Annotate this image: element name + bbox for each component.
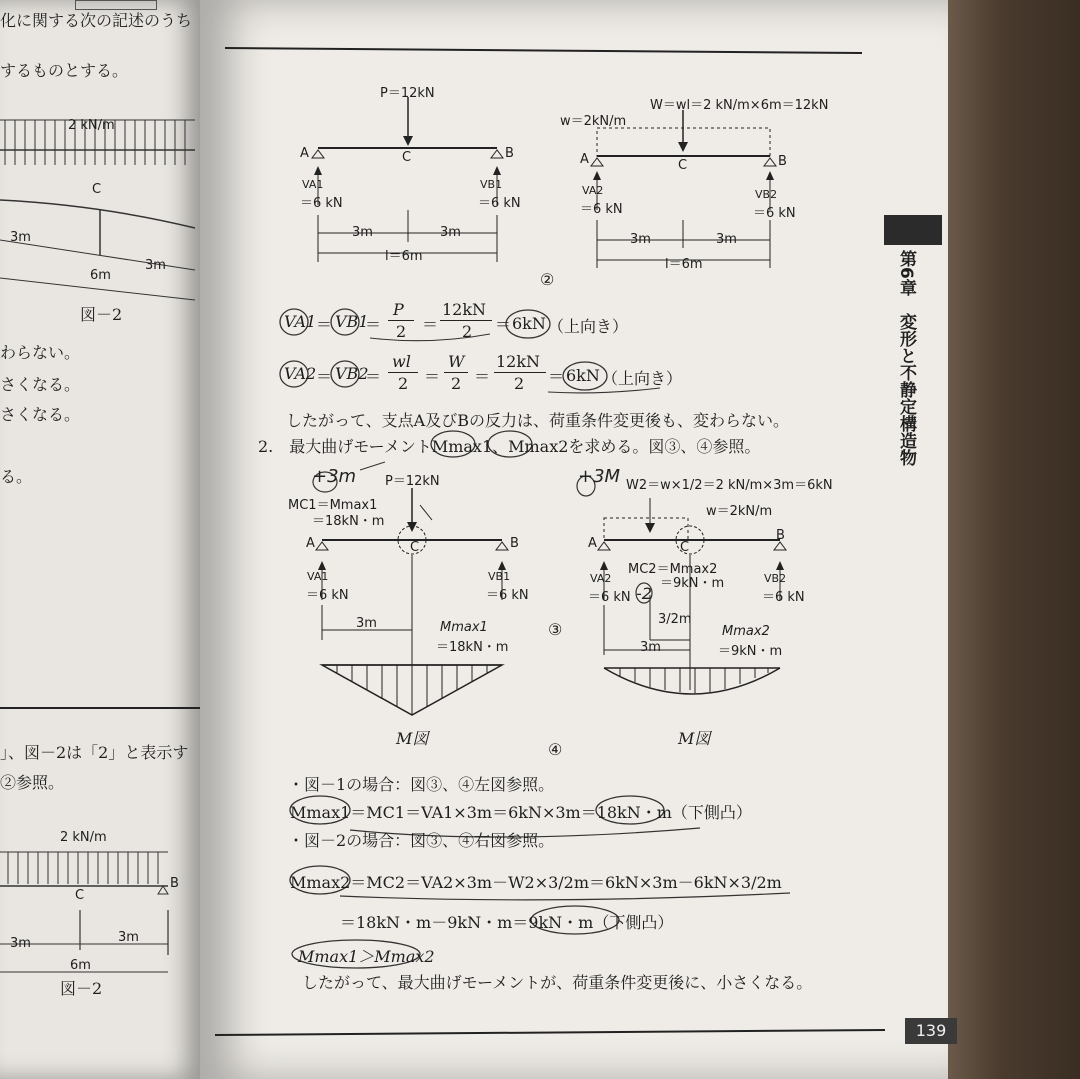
- fig3-right-frac: 3/2m: [658, 612, 692, 627]
- eq2-f3-num: 12kN: [496, 352, 541, 371]
- eq1-f2-bar: [440, 320, 492, 321]
- fig1-right-va: VA2: [582, 184, 604, 197]
- fig3-right-mc2-val: ＝9kN・m: [660, 576, 725, 591]
- left-dim2-6m: 6m: [70, 958, 91, 973]
- fig3-left-mc1-val: ＝18kN・m: [312, 514, 385, 529]
- compare-statement: Mmax1＞Mmax2: [298, 947, 435, 966]
- fig3-number: ③: [548, 620, 563, 639]
- fig1-left-va: VA1: [302, 178, 324, 191]
- fig3-left-vb-val: ＝6 kN: [486, 588, 529, 603]
- eq2-f2-bar: [444, 372, 468, 373]
- left-figure-caption: 図－2: [80, 305, 123, 324]
- fig3-right-mmax-val: ＝9kN・m: [718, 644, 783, 659]
- fig3-left-mmax-val: ＝18kN・m: [436, 640, 509, 655]
- eq1-equals-2: ＝: [365, 315, 382, 334]
- fig3-right-dim: 3m: [640, 640, 661, 655]
- fig1-left-d2: 3m: [440, 225, 461, 240]
- fig1-right-vb: VB2: [755, 188, 778, 201]
- eq1-f2-num: 12kN: [442, 300, 487, 319]
- eq1-equals-4: ＝: [495, 315, 512, 334]
- eq1-f1-num: P: [393, 300, 404, 319]
- eq2-f1-den: 2: [398, 374, 409, 393]
- left-option-2: さくなる。: [0, 375, 81, 394]
- fig3-left-b: B: [510, 536, 519, 551]
- fig1-left-a: A: [300, 146, 309, 161]
- left-dim-3m-a: 3m: [10, 230, 31, 245]
- fig3-right-b: B: [776, 528, 785, 543]
- left-option-1: わらない。: [0, 343, 81, 362]
- left-dim2-3m-a: 3m: [10, 936, 31, 951]
- left-point-c-2: C: [75, 888, 85, 903]
- fig3-right-a: A: [588, 536, 597, 551]
- fig3-left-dim: 3m: [356, 616, 377, 631]
- fig3-right-mmax: Mmax2: [722, 624, 770, 639]
- fig1-left-b: B: [505, 146, 514, 161]
- fig3-left-vb: VB1: [488, 570, 511, 583]
- left-load-label: 2 kN/m: [68, 118, 115, 133]
- fig1-right-va-val: ＝6 kN: [580, 202, 623, 217]
- fig3-right-w: w＝2kN/m: [706, 504, 773, 519]
- fig3-left-mc1: MC1＝Mmax1: [288, 498, 378, 513]
- eq2-f3-den: 2: [514, 374, 525, 393]
- eq2-f3-bar: [494, 372, 546, 373]
- eq1-lhs1: VA1: [284, 312, 317, 331]
- eq1-lhs2: VB1: [335, 312, 369, 331]
- fig3-right-vb-val: ＝6 kN: [762, 590, 805, 605]
- fig3-left-mmax: Mmax1: [440, 620, 488, 635]
- fig3-right-va: VA2: [590, 572, 612, 585]
- case-1-heading: ・図－1の場合：図③、④左図参照。: [288, 775, 555, 794]
- fig1-left-d1: 3m: [352, 225, 373, 240]
- fig3-left-a: A: [306, 536, 315, 551]
- fig4-number: ④: [548, 740, 563, 759]
- left-top-line-1: 化に関する次の記述のうち: [0, 11, 193, 30]
- eq2-lhs2: VB2: [335, 364, 369, 383]
- case-2-heading: ・図－2の場合：図③、④右図参照。: [288, 831, 555, 850]
- fig1-left-vb-val: ＝6 kN: [478, 196, 521, 211]
- eq1-f2-den: 2: [462, 322, 473, 341]
- fig1-left-c: C: [402, 150, 412, 165]
- left-dim2-3m-b: 3m: [118, 930, 139, 945]
- fig4-left-caption: M図: [396, 729, 429, 748]
- fig3-right-c: C: [680, 540, 690, 555]
- fig3-right-w2: W2＝w×1/2＝2 kN/m×3m＝6kN: [626, 478, 833, 493]
- fig1-left-span: l＝6m: [385, 249, 423, 264]
- left-dim-3m-b: 3m: [145, 258, 166, 273]
- eq1-equals-3: ＝: [422, 315, 439, 334]
- chapter-title: 第6章 変形と不静定構造物: [896, 250, 916, 466]
- fig3-right-mc2: MC2＝Mmax2: [628, 562, 718, 577]
- fig3-left-load: P＝12kN: [385, 474, 440, 489]
- left-figure-caption-2: 図－2: [60, 979, 103, 998]
- fig1-left-va-val: ＝6 kN: [300, 196, 343, 211]
- fig3-right-handwriting-2: -2: [636, 584, 652, 603]
- left-load-label-2: 2 kN/m: [60, 830, 107, 845]
- conclusion-2: したがって、最大曲げモーメントが、荷重条件変更後に、小さくなる。: [302, 973, 813, 992]
- case-2-equation: Mmax2＝MC2＝VA2×3m－W2×3/2m＝6kN×3m－6kN×3/2m: [290, 873, 782, 892]
- left-point-c: C: [92, 182, 102, 197]
- fig3-left-va-val: ＝6 kN: [306, 588, 349, 603]
- left-support-b-2: B: [170, 876, 179, 891]
- fig1-left-load: P＝12kN: [380, 86, 435, 101]
- eq2-f2-num: W: [448, 352, 465, 371]
- fig1-right-span: l＝6m: [665, 257, 703, 272]
- case-2-equation-2: ＝18kN・m－9kN・m＝9kN・m（下側凸）: [340, 913, 674, 932]
- eq2-f1-num: wl: [392, 352, 411, 371]
- eq1-note: （上向き）: [548, 317, 629, 336]
- fig1-right-total: W＝wl＝2 kN/m×6m＝12kN: [650, 98, 829, 113]
- eq2-note: （上向き）: [602, 369, 683, 388]
- fig3-left-va: VA1: [307, 570, 329, 583]
- fig4-right-caption: M図: [678, 729, 711, 748]
- left-bottom-line-2: ②参照。: [0, 773, 65, 792]
- fig3-right-va-val: ＝6 kN: [588, 590, 631, 605]
- eq2-equals-2: ＝: [365, 367, 382, 386]
- left-bottom-line-1: 」、図－2は「2」と表示す: [0, 743, 189, 762]
- left-option-4: る。: [0, 467, 33, 486]
- eq2-lhs1: VA2: [284, 364, 317, 383]
- eq1-f1-den: 2: [396, 322, 407, 341]
- eq2-equals-4: ＝: [474, 367, 491, 386]
- fig1-number: ②: [540, 270, 555, 289]
- chapter-tab: [884, 215, 942, 245]
- eq2-f2-den: 2: [451, 374, 462, 393]
- fig1-right-d2: 3m: [716, 232, 737, 247]
- conclusion-1: したがって、支点A及びBの反力は、荷重条件変更後も、変わらない。: [286, 411, 789, 430]
- fig1-right-c: C: [678, 158, 688, 173]
- eq2-equals-1: ＝: [316, 367, 333, 386]
- fig3-left-c: C: [410, 540, 420, 555]
- left-top-line-2: するものとする。: [0, 61, 129, 80]
- fig3-left-handwriting: +3m: [312, 466, 357, 487]
- fig1-left-vb: VB1: [480, 178, 503, 191]
- fig1-right-b: B: [778, 154, 787, 169]
- fig3-right-vb: VB2: [764, 572, 787, 585]
- eq2-f1-bar: [388, 372, 418, 373]
- left-dim-6m: 6m: [90, 268, 111, 283]
- eq2-result: 6kN: [566, 366, 600, 385]
- fig1-right-d1: 3m: [630, 232, 651, 247]
- eq1-equals-1: ＝: [316, 315, 333, 334]
- item-2-heading: 2. 最大曲げモーメントMmax1、Mmax2を求める。図③、④参照。: [258, 437, 761, 456]
- fig3-right-handwriting: +3M: [578, 466, 621, 487]
- fig1-right-vb-val: ＝6 kN: [753, 206, 796, 221]
- page-number: 139: [905, 1018, 957, 1044]
- left-option-3: さくなる。: [0, 405, 81, 424]
- case-1-equation: Mmax1＝MC1＝VA1×3m＝6kN×3m＝18kN・m（下側凸）: [290, 803, 752, 822]
- eq2-equals-3: ＝: [424, 367, 441, 386]
- fig1-right-a: A: [580, 152, 589, 167]
- eq1-result: 6kN: [512, 314, 546, 333]
- eq2-equals-5: ＝: [548, 367, 565, 386]
- eq1-f1-bar: [388, 320, 414, 321]
- fig1-right-w: w＝2kN/m: [560, 114, 627, 129]
